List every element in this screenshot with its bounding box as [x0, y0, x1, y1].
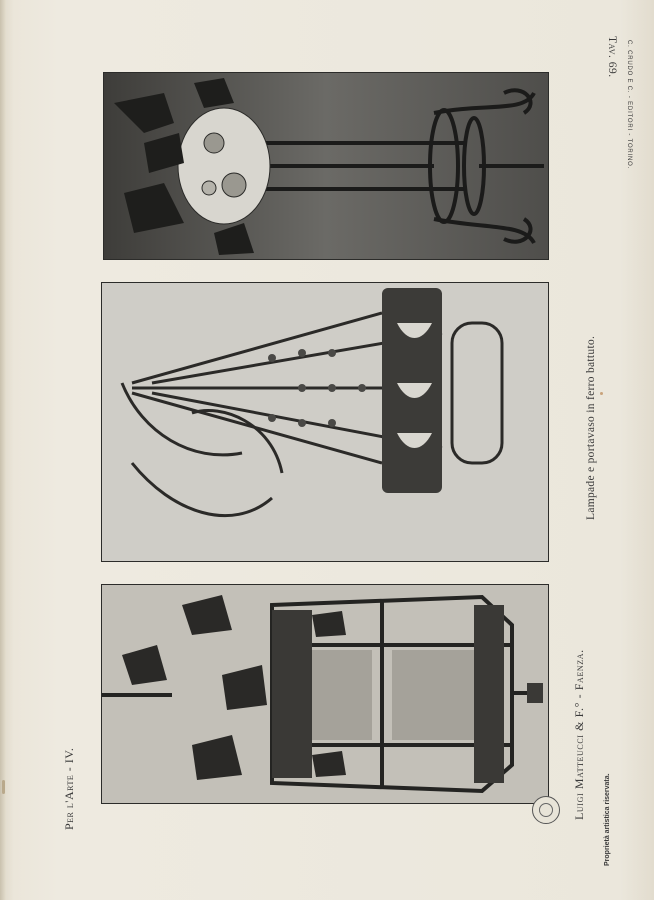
rights-notice: Proprietà artistica riservata. — [604, 773, 611, 866]
photo-lampada-sospesa — [101, 282, 549, 562]
page-spine-shadow — [0, 0, 6, 900]
portavaso-illustration — [104, 73, 548, 259]
series-header: Per l'Arte - IV. — [62, 747, 76, 830]
paper-mark — [2, 780, 5, 794]
hanging-lamp-illustration — [102, 283, 548, 561]
photo-portavaso — [103, 72, 549, 260]
maker-credit: Luigi Matteucci & F.° - Faenza. — [572, 649, 586, 820]
library-stamp-icon — [532, 796, 560, 824]
plate-number: Tav. 69. — [606, 36, 618, 78]
plate-caption: Lampade e portavaso in ferro battuto. — [585, 335, 597, 520]
paper-spot — [600, 392, 603, 395]
publisher-line: C. CRUDO E C. - EDITORI - TORINO. — [626, 40, 632, 170]
lantern-illustration — [102, 585, 548, 803]
photo-lanterna — [101, 584, 549, 804]
stamp-inner-ring — [539, 803, 553, 817]
